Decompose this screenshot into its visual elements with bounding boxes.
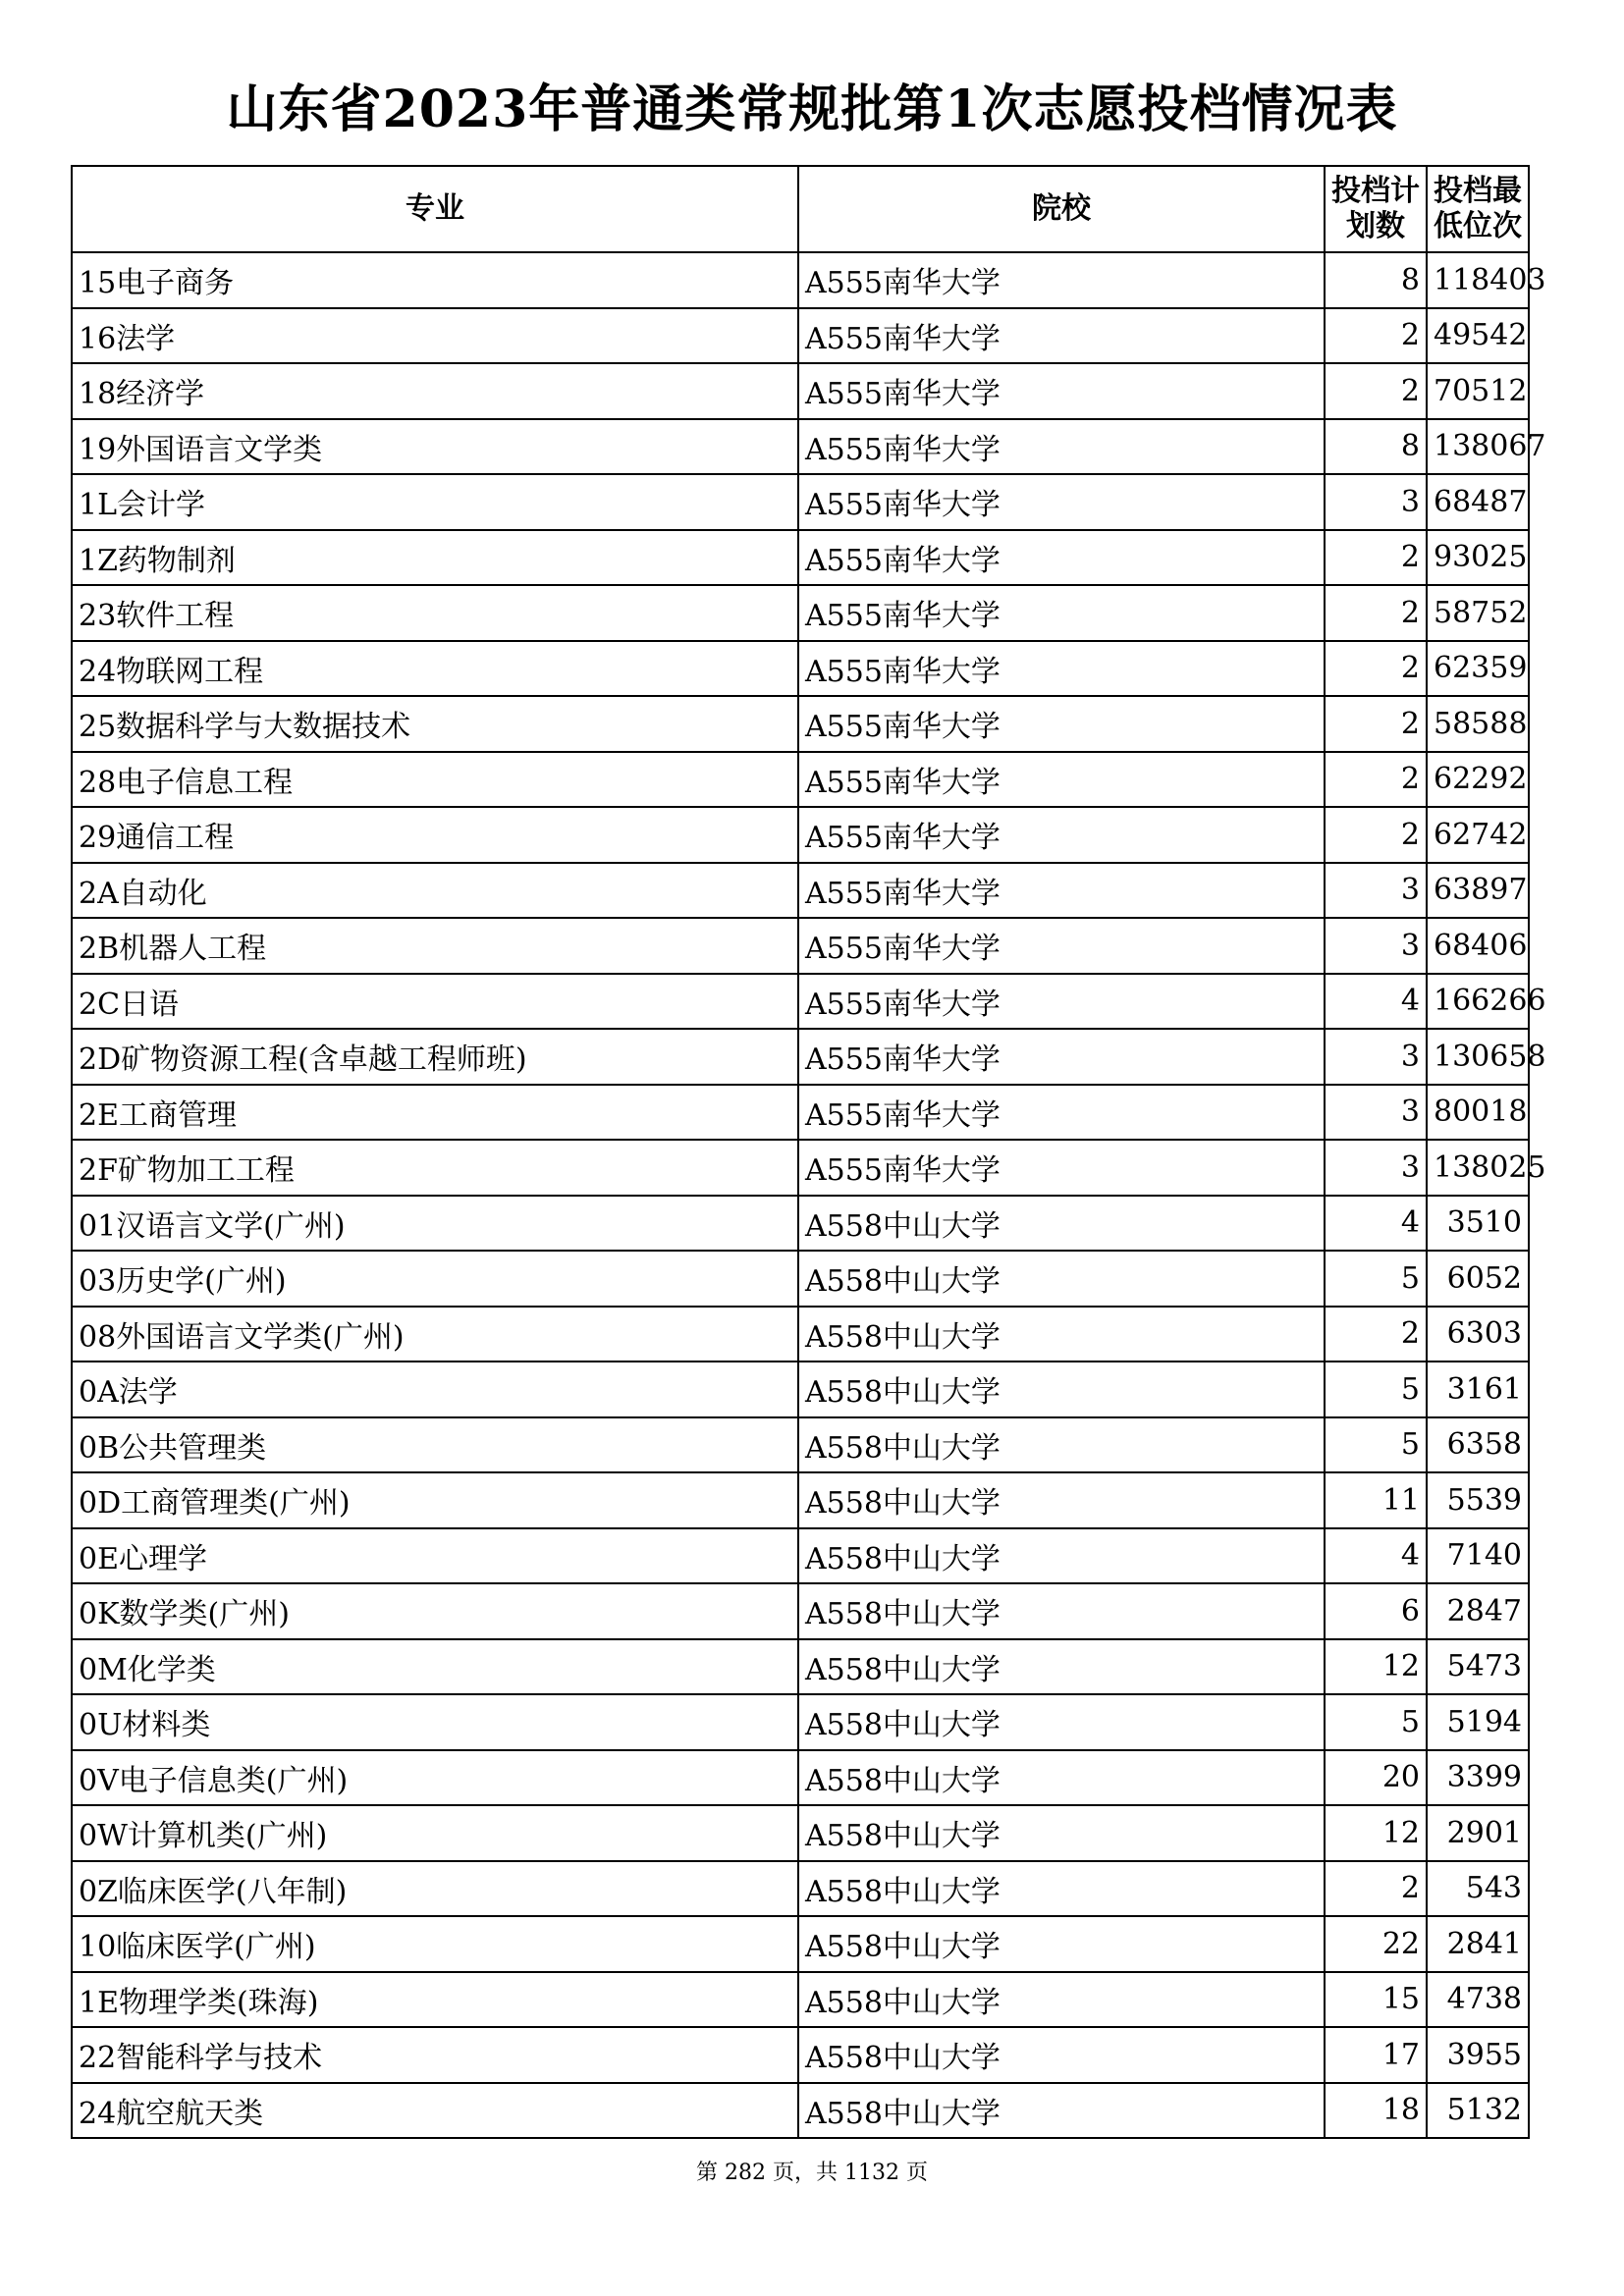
cell-plan: 2: [1325, 752, 1427, 808]
cell-plan: 5: [1325, 1417, 1427, 1473]
cell-rank: 4738: [1427, 1972, 1529, 2028]
cell-school: A558中山大学: [798, 1472, 1325, 1528]
cell-school: A558中山大学: [798, 1694, 1325, 1750]
table-row: [72, 1417, 1529, 1473]
cell-school: A558中山大学: [798, 1528, 1325, 1584]
cell-major: 24物联网工程: [72, 641, 798, 697]
cell-major: 24航空航天类: [72, 2083, 798, 2139]
cell-rank: 63897: [1427, 863, 1529, 919]
cell-school: A558中山大学: [798, 1362, 1325, 1417]
table-row: [72, 807, 1529, 863]
header-major: 专业: [72, 166, 798, 252]
cell-plan: 12: [1325, 1805, 1427, 1861]
cell-school: A555南华大学: [798, 1140, 1325, 1196]
cell-major: 0K数学类(广州): [72, 1583, 798, 1639]
cell-plan: 3: [1325, 918, 1427, 974]
table-row: [72, 752, 1529, 808]
table-row: [72, 1085, 1529, 1141]
cell-rank: 49542: [1427, 308, 1529, 364]
cell-school: A555南华大学: [798, 585, 1325, 641]
cell-school: A558中山大学: [798, 1639, 1325, 1695]
cell-school: A558中山大学: [798, 1251, 1325, 1307]
cell-rank: 3510: [1427, 1196, 1529, 1252]
cell-major: 2A自动化: [72, 863, 798, 919]
cell-rank: 130658: [1427, 1029, 1529, 1085]
cell-rank: 2847: [1427, 1583, 1529, 1639]
table-row: [72, 2027, 1529, 2083]
table-row: [72, 363, 1529, 419]
cell-rank: 62742: [1427, 807, 1529, 863]
cell-school: A555南华大学: [798, 641, 1325, 697]
cell-rank: 58588: [1427, 696, 1529, 752]
cell-plan: 11: [1325, 1472, 1427, 1528]
cell-plan: 4: [1325, 974, 1427, 1030]
cell-school: A558中山大学: [798, 1972, 1325, 2028]
table-row: [72, 641, 1529, 697]
table-row: [72, 1029, 1529, 1085]
table-row: [72, 1972, 1529, 2028]
cell-rank: 3161: [1427, 1362, 1529, 1417]
cell-school: A558中山大学: [798, 1417, 1325, 1473]
cell-school: A558中山大学: [798, 1196, 1325, 1252]
cell-rank: 6303: [1427, 1307, 1529, 1362]
table-row: [72, 1362, 1529, 1417]
cell-plan: 3: [1325, 474, 1427, 530]
table-row: [72, 419, 1529, 475]
cell-school: A555南华大学: [798, 308, 1325, 364]
cell-plan: 2: [1325, 641, 1427, 697]
cell-major: 0Z临床医学(八年制): [72, 1861, 798, 1917]
cell-major: 0W计算机类(广州): [72, 1805, 798, 1861]
cell-rank: 70512: [1427, 363, 1529, 419]
cell-rank: 138025: [1427, 1140, 1529, 1196]
cell-rank: 6358: [1427, 1417, 1529, 1473]
table-row: [72, 1639, 1529, 1695]
table-row: [72, 918, 1529, 974]
cell-rank: 138067: [1427, 419, 1529, 475]
admission-table: [71, 165, 1546, 2139]
cell-plan: 2: [1325, 696, 1427, 752]
cell-rank: 166266: [1427, 974, 1529, 1030]
cell-major: 29通信工程: [72, 807, 798, 863]
header-plan: 投档计划数: [1325, 166, 1427, 252]
cell-major: 0V电子信息类(广州): [72, 1750, 798, 1806]
page-title: 山东省2023年普通类常规批第1次志愿投档情况表: [226, 80, 1398, 139]
cell-school: A555南华大学: [798, 807, 1325, 863]
cell-major: 28电子信息工程: [72, 752, 798, 808]
cell-plan: 5: [1325, 1362, 1427, 1417]
cell-school: A558中山大学: [798, 1916, 1325, 1972]
cell-rank: 62292: [1427, 752, 1529, 808]
cell-school: A555南华大学: [798, 1085, 1325, 1141]
cell-school: A558中山大学: [798, 1861, 1325, 1917]
cell-major: 08外国语言文学类(广州): [72, 1307, 798, 1362]
cell-school: A555南华大学: [798, 363, 1325, 419]
cell-plan: 2: [1325, 807, 1427, 863]
table-row: [72, 530, 1529, 586]
table-row: [72, 696, 1529, 752]
cell-school: A555南华大学: [798, 863, 1325, 919]
table-row: [72, 308, 1529, 364]
table-row: [72, 252, 1529, 308]
table-row: [72, 1307, 1529, 1362]
cell-major: 25数据科学与大数据技术: [72, 696, 798, 752]
cell-plan: 15: [1325, 1972, 1427, 2028]
cell-school: A555南华大学: [798, 474, 1325, 530]
cell-plan: 4: [1325, 1196, 1427, 1252]
cell-plan: 2: [1325, 530, 1427, 586]
cell-major: 10临床医学(广州): [72, 1916, 798, 1972]
cell-rank: 118403: [1427, 252, 1529, 308]
cell-plan: 5: [1325, 1694, 1427, 1750]
cell-rank: 7140: [1427, 1528, 1529, 1584]
cell-rank: 5539: [1427, 1472, 1529, 1528]
cell-major: 1L会计学: [72, 474, 798, 530]
cell-school: A558中山大学: [798, 2027, 1325, 2083]
cell-major: 0B公共管理类: [72, 1417, 798, 1473]
table-row: [72, 1528, 1529, 1584]
cell-major: 16法学: [72, 308, 798, 364]
cell-rank: 68406: [1427, 918, 1529, 974]
cell-school: A555南华大学: [798, 974, 1325, 1030]
cell-plan: 12: [1325, 1639, 1427, 1695]
cell-major: 23软件工程: [72, 585, 798, 641]
cell-plan: 8: [1325, 419, 1427, 475]
cell-rank: 5194: [1427, 1694, 1529, 1750]
cell-plan: 2: [1325, 308, 1427, 364]
table-row: [72, 1805, 1529, 1861]
cell-school: A555南华大学: [798, 1029, 1325, 1085]
table-row: [72, 863, 1529, 919]
cell-plan: 3: [1325, 1085, 1427, 1141]
header-school: 院校: [798, 166, 1325, 252]
cell-plan: 5: [1325, 1251, 1427, 1307]
cell-school: A555南华大学: [798, 530, 1325, 586]
cell-major: 2B机器人工程: [72, 918, 798, 974]
cell-rank: 68487: [1427, 474, 1529, 530]
cell-school: A558中山大学: [798, 1750, 1325, 1806]
cell-school: A555南华大学: [798, 419, 1325, 475]
cell-school: A555南华大学: [798, 752, 1325, 808]
cell-major: 0E心理学: [72, 1528, 798, 1584]
table-row: [72, 1251, 1529, 1307]
cell-major: 01汉语言文学(广州): [72, 1196, 798, 1252]
page-footer: 第 282 页，共 1132 页: [696, 2161, 928, 2185]
cell-major: 0A法学: [72, 1362, 798, 1417]
cell-rank: 58752: [1427, 585, 1529, 641]
cell-plan: 4: [1325, 1528, 1427, 1584]
table-row: [72, 1583, 1529, 1639]
cell-major: 19外国语言文学类: [72, 419, 798, 475]
table-row: [72, 1140, 1529, 1196]
cell-plan: 2: [1325, 585, 1427, 641]
table-row: [72, 585, 1529, 641]
cell-rank: 62359: [1427, 641, 1529, 697]
cell-school: A555南华大学: [798, 696, 1325, 752]
cell-major: 2E工商管理: [72, 1085, 798, 1141]
cell-plan: 2: [1325, 1307, 1427, 1362]
cell-rank: 5473: [1427, 1639, 1529, 1695]
table-row: [72, 1694, 1529, 1750]
cell-rank: 2841: [1427, 1916, 1529, 1972]
table-row: [72, 1916, 1529, 1972]
cell-plan: 8: [1325, 252, 1427, 308]
cell-major: 0U材料类: [72, 1694, 798, 1750]
cell-rank: 5132: [1427, 2083, 1529, 2139]
cell-plan: 17: [1325, 2027, 1427, 2083]
cell-major: 22智能科学与技术: [72, 2027, 798, 2083]
cell-school: A558中山大学: [798, 2083, 1325, 2139]
cell-rank: 80018: [1427, 1085, 1529, 1141]
cell-major: 1Z药物制剂: [72, 530, 798, 586]
table-row: [72, 1472, 1529, 1528]
cell-plan: 3: [1325, 1029, 1427, 1085]
table-row: [72, 1196, 1529, 1252]
cell-rank: 2901: [1427, 1805, 1529, 1861]
cell-major: 2C日语: [72, 974, 798, 1030]
cell-plan: 2: [1325, 1861, 1427, 1917]
cell-major: 2D矿物资源工程(含卓越工程师班): [72, 1029, 798, 1085]
cell-school: A555南华大学: [798, 918, 1325, 974]
table-header-row: [72, 166, 1529, 252]
cell-school: A555南华大学: [798, 252, 1325, 308]
table-body: [72, 252, 1546, 2138]
table-row: [72, 2083, 1529, 2139]
cell-rank: 93025: [1427, 530, 1529, 586]
cell-major: 1E物理学类(珠海): [72, 1972, 798, 2028]
cell-rank: 3399: [1427, 1750, 1529, 1806]
table-row: [72, 1750, 1529, 1806]
cell-plan: 3: [1325, 863, 1427, 919]
table-row: [72, 474, 1529, 530]
cell-plan: 18: [1325, 2083, 1427, 2139]
cell-plan: 2: [1325, 363, 1427, 419]
table-row: [72, 974, 1529, 1030]
cell-rank: 3955: [1427, 2027, 1529, 2083]
cell-plan: 22: [1325, 1916, 1427, 1972]
table-row: [72, 1861, 1529, 1917]
cell-major: 15电子商务: [72, 252, 798, 308]
cell-major: 2F矿物加工工程: [72, 1140, 798, 1196]
cell-plan: 20: [1325, 1750, 1427, 1806]
cell-school: A558中山大学: [798, 1307, 1325, 1362]
cell-school: A558中山大学: [798, 1805, 1325, 1861]
header-rank: 投档最低位次: [1427, 166, 1529, 252]
cell-school: A558中山大学: [798, 1583, 1325, 1639]
cell-major: 0M化学类: [72, 1639, 798, 1695]
cell-major: 0D工商管理类(广州): [72, 1472, 798, 1528]
cell-plan: 6: [1325, 1583, 1427, 1639]
cell-rank: 543: [1427, 1861, 1529, 1917]
cell-major: 03历史学(广州): [72, 1251, 798, 1307]
cell-major: 18经济学: [72, 363, 798, 419]
cell-rank: 6052: [1427, 1251, 1529, 1307]
cell-plan: 3: [1325, 1140, 1427, 1196]
